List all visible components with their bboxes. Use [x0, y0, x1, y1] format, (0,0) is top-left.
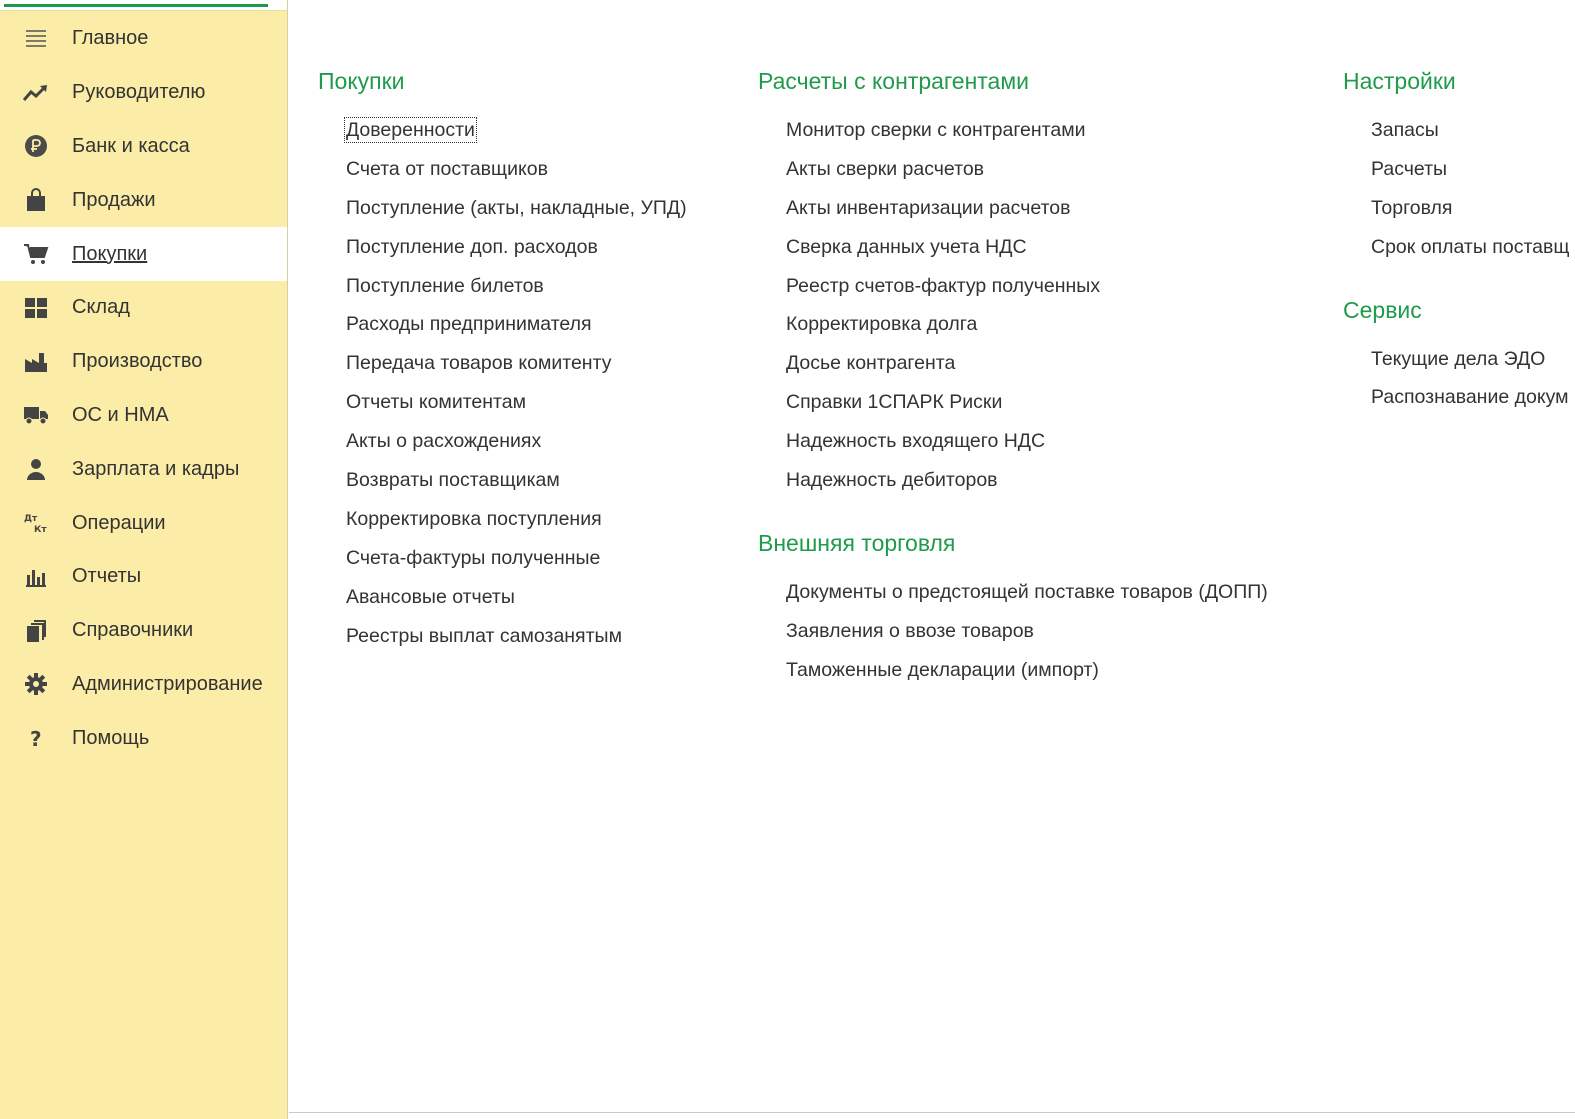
sidebar-item-directories[interactable] [0, 604, 287, 658]
link-document-recognition[interactable]: Распознавание докум [1371, 386, 1569, 409]
warehouse-icon [22, 295, 50, 321]
sidebar-item-label: Помощь [72, 726, 150, 749]
link-principal-reports[interactable]: Отчеты комитентам [346, 391, 527, 414]
sidebar-item-label: Отчеты [72, 565, 142, 588]
bottom-divider [289, 1112, 1575, 1113]
link-advance-reports[interactable]: Авансовые отчеты [346, 585, 515, 608]
sidebar-item-production[interactable] [0, 335, 287, 389]
cart-icon [22, 241, 50, 267]
link-settings-stocks[interactable]: Запасы [1371, 119, 1439, 141]
link-debtor-reliability[interactable]: Надежность дебиторов [786, 469, 998, 492]
sidebar-item-label: Администрирование [72, 672, 263, 695]
link-additional-expenses[interactable]: Поступление доп. расходов [346, 235, 598, 258]
sidebar-item-label: Операции [72, 511, 166, 534]
link-powers-of-attorney[interactable]: Доверенности [346, 119, 475, 141]
link-customs-declarations[interactable]: Таможенные декларации (импорт) [786, 658, 1099, 681]
column-settlements [758, 66, 1328, 694]
svg-text:Дт: Дт [24, 514, 38, 525]
trend-icon [22, 80, 50, 106]
bar-chart-icon [22, 564, 50, 590]
link-supplier-returns[interactable]: Возвраты поставщикам [346, 469, 560, 492]
main-content [289, 0, 1575, 1119]
link-invoice-register[interactable]: Реестр счетов-фактур полученных [786, 274, 1101, 297]
section-title: Расчеты с контрагентами [758, 68, 1030, 94]
sidebar-item-fixed-assets[interactable] [0, 389, 287, 443]
link-debt-adjustment[interactable]: Корректировка долга [786, 313, 978, 336]
section-foreign-trade [758, 528, 1328, 694]
link-counterparty-dossier[interactable]: Досье контрагента [786, 352, 956, 375]
link-self-employed-registers[interactable]: Реестры выплат самозанятым [346, 624, 622, 647]
link-list [758, 577, 1328, 694]
link-supplier-invoices[interactable]: Счета от поставщиков [346, 157, 548, 180]
sidebar-item-sales[interactable] [0, 173, 287, 227]
section-title: Настройки [1343, 68, 1456, 94]
link-import-applications[interactable]: Заявления о ввозе товаров [786, 619, 1034, 642]
link-settings-settlements[interactable]: Расчеты [1371, 157, 1448, 180]
link-vat-reliability[interactable]: Надежность входящего НДС [786, 430, 1046, 453]
sidebar-item-administration[interactable] [0, 658, 287, 712]
section-title: Сервис [1343, 296, 1422, 323]
link-spark-risks[interactable]: Справки 1СПАРК Риски [786, 391, 1003, 414]
sidebar-item-label: Главное [72, 27, 149, 50]
sidebar-item-operations[interactable] [0, 496, 287, 550]
svg-text:Кт: Кт [34, 525, 47, 536]
progress-line [4, 4, 268, 7]
link-edo-tasks[interactable]: Текущие дела ЭДО [1371, 347, 1546, 370]
gear-icon [22, 671, 50, 697]
sidebar [0, 0, 288, 1119]
sidebar-item-label: Зарплата и кадры [72, 457, 240, 480]
link-list [1343, 344, 1575, 422]
link-settings-payment-term[interactable]: Срок оплаты поставщ [1371, 235, 1570, 258]
link-vat-reconciliation[interactable]: Сверка данных учета НДС [786, 235, 1027, 258]
link-list [318, 115, 738, 659]
sidebar-item-purchases[interactable] [0, 227, 287, 281]
link-goods-to-principal[interactable]: Передача товаров комитенту [346, 352, 612, 375]
sidebar-nav [0, 12, 287, 765]
link-list [1343, 115, 1575, 271]
sidebar-item-help[interactable] [0, 711, 287, 765]
sidebar-item-label: Покупки [72, 242, 148, 265]
sidebar-item-manager[interactable] [0, 66, 287, 120]
menu-icon [22, 26, 50, 52]
sidebar-item-main[interactable] [0, 12, 287, 66]
person-icon [22, 456, 50, 482]
sidebar-item-label: Справочники [72, 619, 194, 642]
link-inventory-acts[interactable]: Акты инвентаризации расчетов [786, 196, 1071, 219]
truck-icon [22, 402, 50, 428]
section-title: Покупки [318, 68, 405, 94]
dt-kt-icon [22, 510, 50, 536]
link-received-invoices[interactable]: Счета-фактуры полученные [346, 546, 601, 569]
sidebar-item-reports[interactable] [0, 550, 287, 604]
link-receipt-adjustment[interactable]: Корректировка поступления [346, 507, 602, 530]
link-list [758, 115, 1328, 504]
sidebar-item-salary[interactable] [0, 442, 287, 496]
sidebar-item-label: Руководителю [72, 81, 206, 104]
link-settings-trade[interactable]: Торговля [1371, 196, 1453, 219]
shopping-bag-icon [22, 187, 50, 213]
svg-text:?: ? [30, 727, 42, 750]
sidebar-item-label: ОС и НМА [72, 403, 169, 426]
sidebar-item-label: Продажи [72, 188, 156, 211]
sidebar-item-label: Производство [72, 350, 203, 373]
help-icon [22, 725, 50, 751]
section-settlements [758, 66, 1328, 504]
column-purchases [318, 66, 738, 659]
books-icon [22, 618, 50, 644]
link-reconciliation-acts[interactable]: Акты сверки расчетов [786, 157, 985, 180]
factory-icon [22, 349, 50, 375]
sidebar-item-warehouse[interactable] [0, 281, 287, 335]
section-settings [1343, 66, 1575, 271]
ruble-icon [22, 133, 50, 159]
link-entrepreneur-expenses[interactable]: Расходы предпринимателя [346, 313, 592, 336]
sidebar-item-bank[interactable] [0, 120, 287, 174]
link-reconciliation-monitor[interactable]: Монитор сверки с контрагентами [786, 119, 1086, 141]
sidebar-item-label: Банк и касса [72, 134, 190, 157]
link-discrepancy-acts[interactable]: Акты о расхождениях [346, 430, 542, 453]
link-receipts[interactable]: Поступление (акты, накладные, УПД) [346, 196, 687, 219]
section-service [1343, 295, 1575, 422]
link-tickets[interactable]: Поступление билетов [346, 274, 544, 297]
column-settings [1343, 66, 1575, 421]
section-purchases [318, 66, 738, 659]
section-title: Внешняя торговля [758, 529, 956, 556]
link-dopp-documents[interactable]: Документы о предстоящей поставке товаров (ДОПП) [786, 580, 1268, 603]
sidebar-item-label: Склад [72, 296, 130, 319]
